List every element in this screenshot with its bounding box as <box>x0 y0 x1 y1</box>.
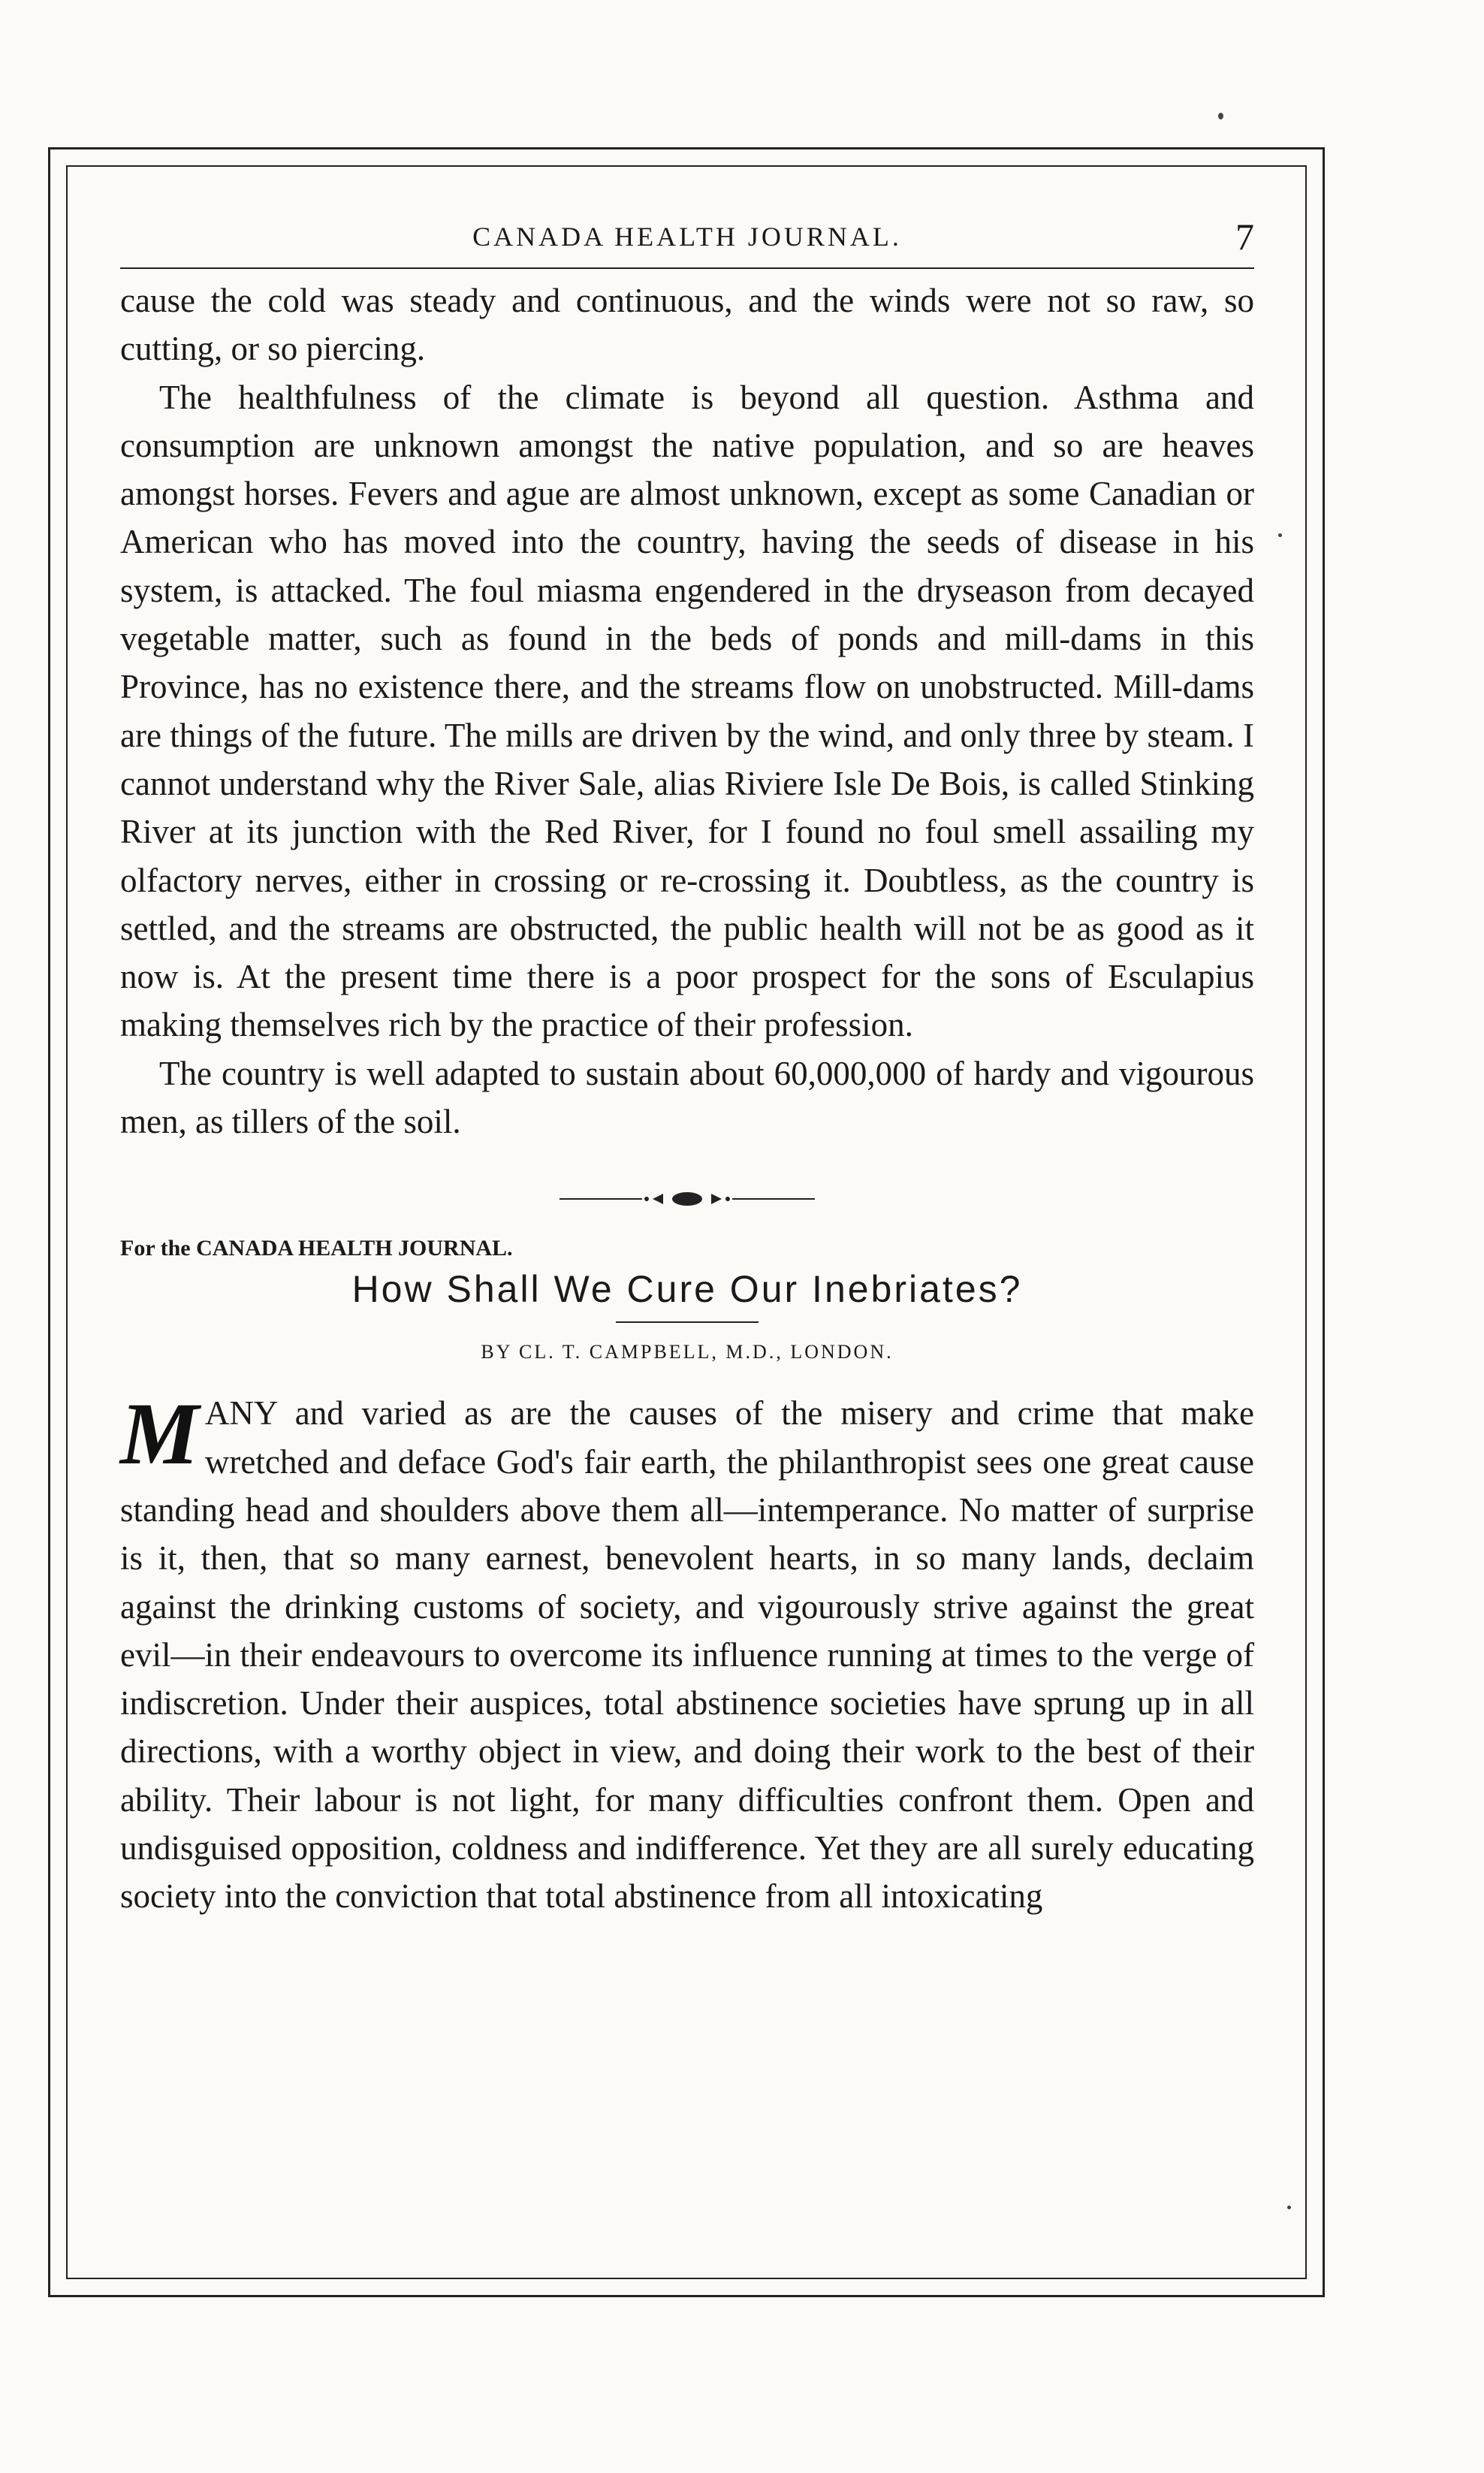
byline: BY CL. T. CAMPBELL, M.D., LONDON. <box>481 1341 894 1363</box>
source-line: For the CANADA HEALTH JOURNAL. <box>120 1236 513 1261</box>
paragraph: ANY and varied as are the causes of the misery and crime that make wretched and deface God's fair earth, the philanthropist sees one great cause standing head and shoulders above them all—intemperance. No matter of surprise is it, then, that so many earnest, benevolent hearts, in so many lands, declaim against the drinking customs of society, and vigourously strive against the great evil—in their endeavours to overcome its influence running at times to the verge of indiscretion. Under their auspices, total abstinence societies have sprung up in all directions, with a worthy object in view, and doing their work to the best of their ability. Their labour is not light, for many difficulties confront them. Open and undisguised opposition, coldness and indifference. Yet they are all surely educating society into the conviction that total abstinence from all intoxicating <box>120 1394 1254 1916</box>
title-rule <box>616 1321 759 1323</box>
running-title: CANADA HEALTH JOURNAL. <box>472 222 902 252</box>
ink-speck <box>1287 2206 1291 2209</box>
ink-speck <box>1218 113 1223 119</box>
section-ornament <box>120 1188 1254 1210</box>
paragraph: The healthfulness of the climate is beyond all question. Asthma and consumption are unknown amongst the native population, and so are heaves amongst horses. Fevers and ague are almost unknown, except as some Canadian or American who has moved into the country, having the seeds of disease in his system, is attacked. The foul miasma engendered in the dryseason from decayed vegetable matter, such as found in the beds of ponds and mill-dams in this Province, has no existence there, and the streams flow on unobstructed. Mill-dams are things of the future. The mills are driven by the wind, and only three by steam. I cannot understand why the River Sale, alias Riviere Isle De Bois, is called Stinking River at its junction with the Red River, for I found no foul smell assailing my olfactory nerves, either in crossing or re-crossing it. Doubtless, as the country is settled, and the streams are obstructed, the public health will not be as good as it now is. At the present time there is a poor prospect for the sons of Esculapius making themselves rich by the practice of their profession. <box>120 378 1254 1044</box>
article-body <box>120 1384 1254 1920</box>
continued-article <box>120 276 1254 1146</box>
drop-cap: M <box>120 1384 199 1484</box>
ink-speck <box>1278 533 1282 537</box>
paragraph: The country is well adapted to sustain about 60,000,000 of hardy and vigourous men, as tillers of the soil. <box>120 1054 1254 1141</box>
header-rule <box>120 267 1254 269</box>
paragraph: cause the cold was steady and continuous, and the winds were not so raw, so cutting, or so piercing. <box>120 282 1254 368</box>
running-header <box>120 218 1254 261</box>
article-title: How Shall We Cure Our Inebriates? <box>351 1268 1023 1311</box>
ornament-divider-icon <box>560 1188 815 1210</box>
page-content <box>120 218 1254 1921</box>
page-number: 7 <box>1235 216 1254 258</box>
